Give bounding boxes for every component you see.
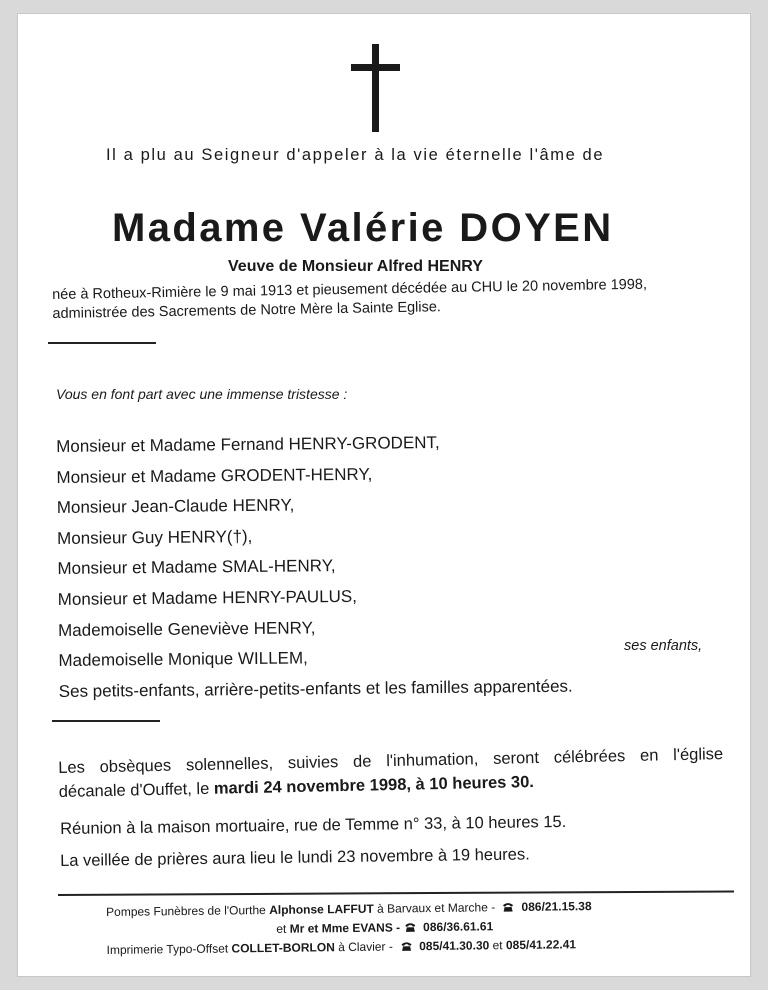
sacraments-line: administrée des Sacrements de Notre Mère la Sainte Eglise. [52,299,442,322]
children-note: ses enfants, [624,638,703,654]
family-member: Monsieur Jean-Claude HENRY, [56,495,295,518]
divider [48,342,156,344]
funeral-place: décanale d'Ouffet, le [58,779,215,801]
footer-credits [106,896,707,960]
family-extended: Ses petits-enfants, arrière-petits-enfants et les familles apparentées. [58,676,573,701]
obituary-card [18,14,750,976]
family-member: Mademoiselle Monique WILLEM, [58,648,308,671]
family-list [56,427,573,708]
printer-line: Imprimerie Typo-Offset COLLET-BORLON à Clavier - 085/41.30.30 et 085/41.22.41 [106,937,577,957]
funeral-home-phone: 086/21.15.38 [521,899,592,914]
widow-of: Veuve de Monsieur Alfred HENRY [228,258,483,275]
evans-line: et Mr et Mme EVANS - 086/36.61.61 [276,919,494,936]
footer-divider [58,890,734,896]
funeral-home-name: Alphonse LAFFUT [269,901,374,918]
intro-text: Il a plu au Seigneur d'appeler à la vie éternelle l'âme de [106,146,605,164]
reunion-info: Réunion à la maison mortuaire, rue de Temme n° 33, à 10 heures 15. [60,812,567,838]
funeral-line-1: Les obsèques solennelles, suivies de l'inhumation, seront célébrées en l'église [58,745,724,777]
printer-phone-1: 085/41.30.30 [419,938,490,954]
funeral-details [58,742,724,804]
funeral-date: mardi 24 novembre 1998, à 10 heures 30. [213,773,535,798]
cross-icon [350,44,400,134]
deceased-name: Madame Valérie DOYEN [112,206,614,250]
divider [52,720,160,722]
printer-name: COLLET-BORLON [231,940,335,956]
telephone-icon [400,941,412,951]
family-member: Monsieur et Madame GRODENT-HENRY, [56,464,373,487]
birth-death-details [52,276,647,324]
family-member: Monsieur et Madame HENRY-PAULUS, [57,586,358,609]
family-member: Monsieur et Madame Fernand HENRY-GRODENT, [56,432,440,456]
family-member: Mademoiselle Geneviève HENRY, [57,617,316,640]
telephone-icon [502,902,514,912]
printer-phone-2: 085/41.22.41 [505,937,577,953]
evans-name: Mr et Mme EVANS - [289,920,401,936]
evans-phone: 086/36.61.61 [423,919,494,935]
family-member: Monsieur et Madame SMAL-HENRY, [57,556,336,579]
funeral-home-line: Pompes Funèbres de l'Ourthe Alphonse LAFFUT à Barvaux et Marche - 086/21.15.38 [106,899,592,919]
family-member: Monsieur Guy HENRY(†), [57,526,253,548]
announcement: Vous en font part avec une immense tristesse : [56,386,348,402]
birth-line: née à Rotheux-Rimière le 9 mai 1913 et pieusement décédée au CHU le 20 novembre 1998, [52,276,648,303]
vigil-info: La veillée de prières aura lieu le lundi 23 novembre à 19 heures. [60,845,530,870]
telephone-icon [404,922,416,932]
